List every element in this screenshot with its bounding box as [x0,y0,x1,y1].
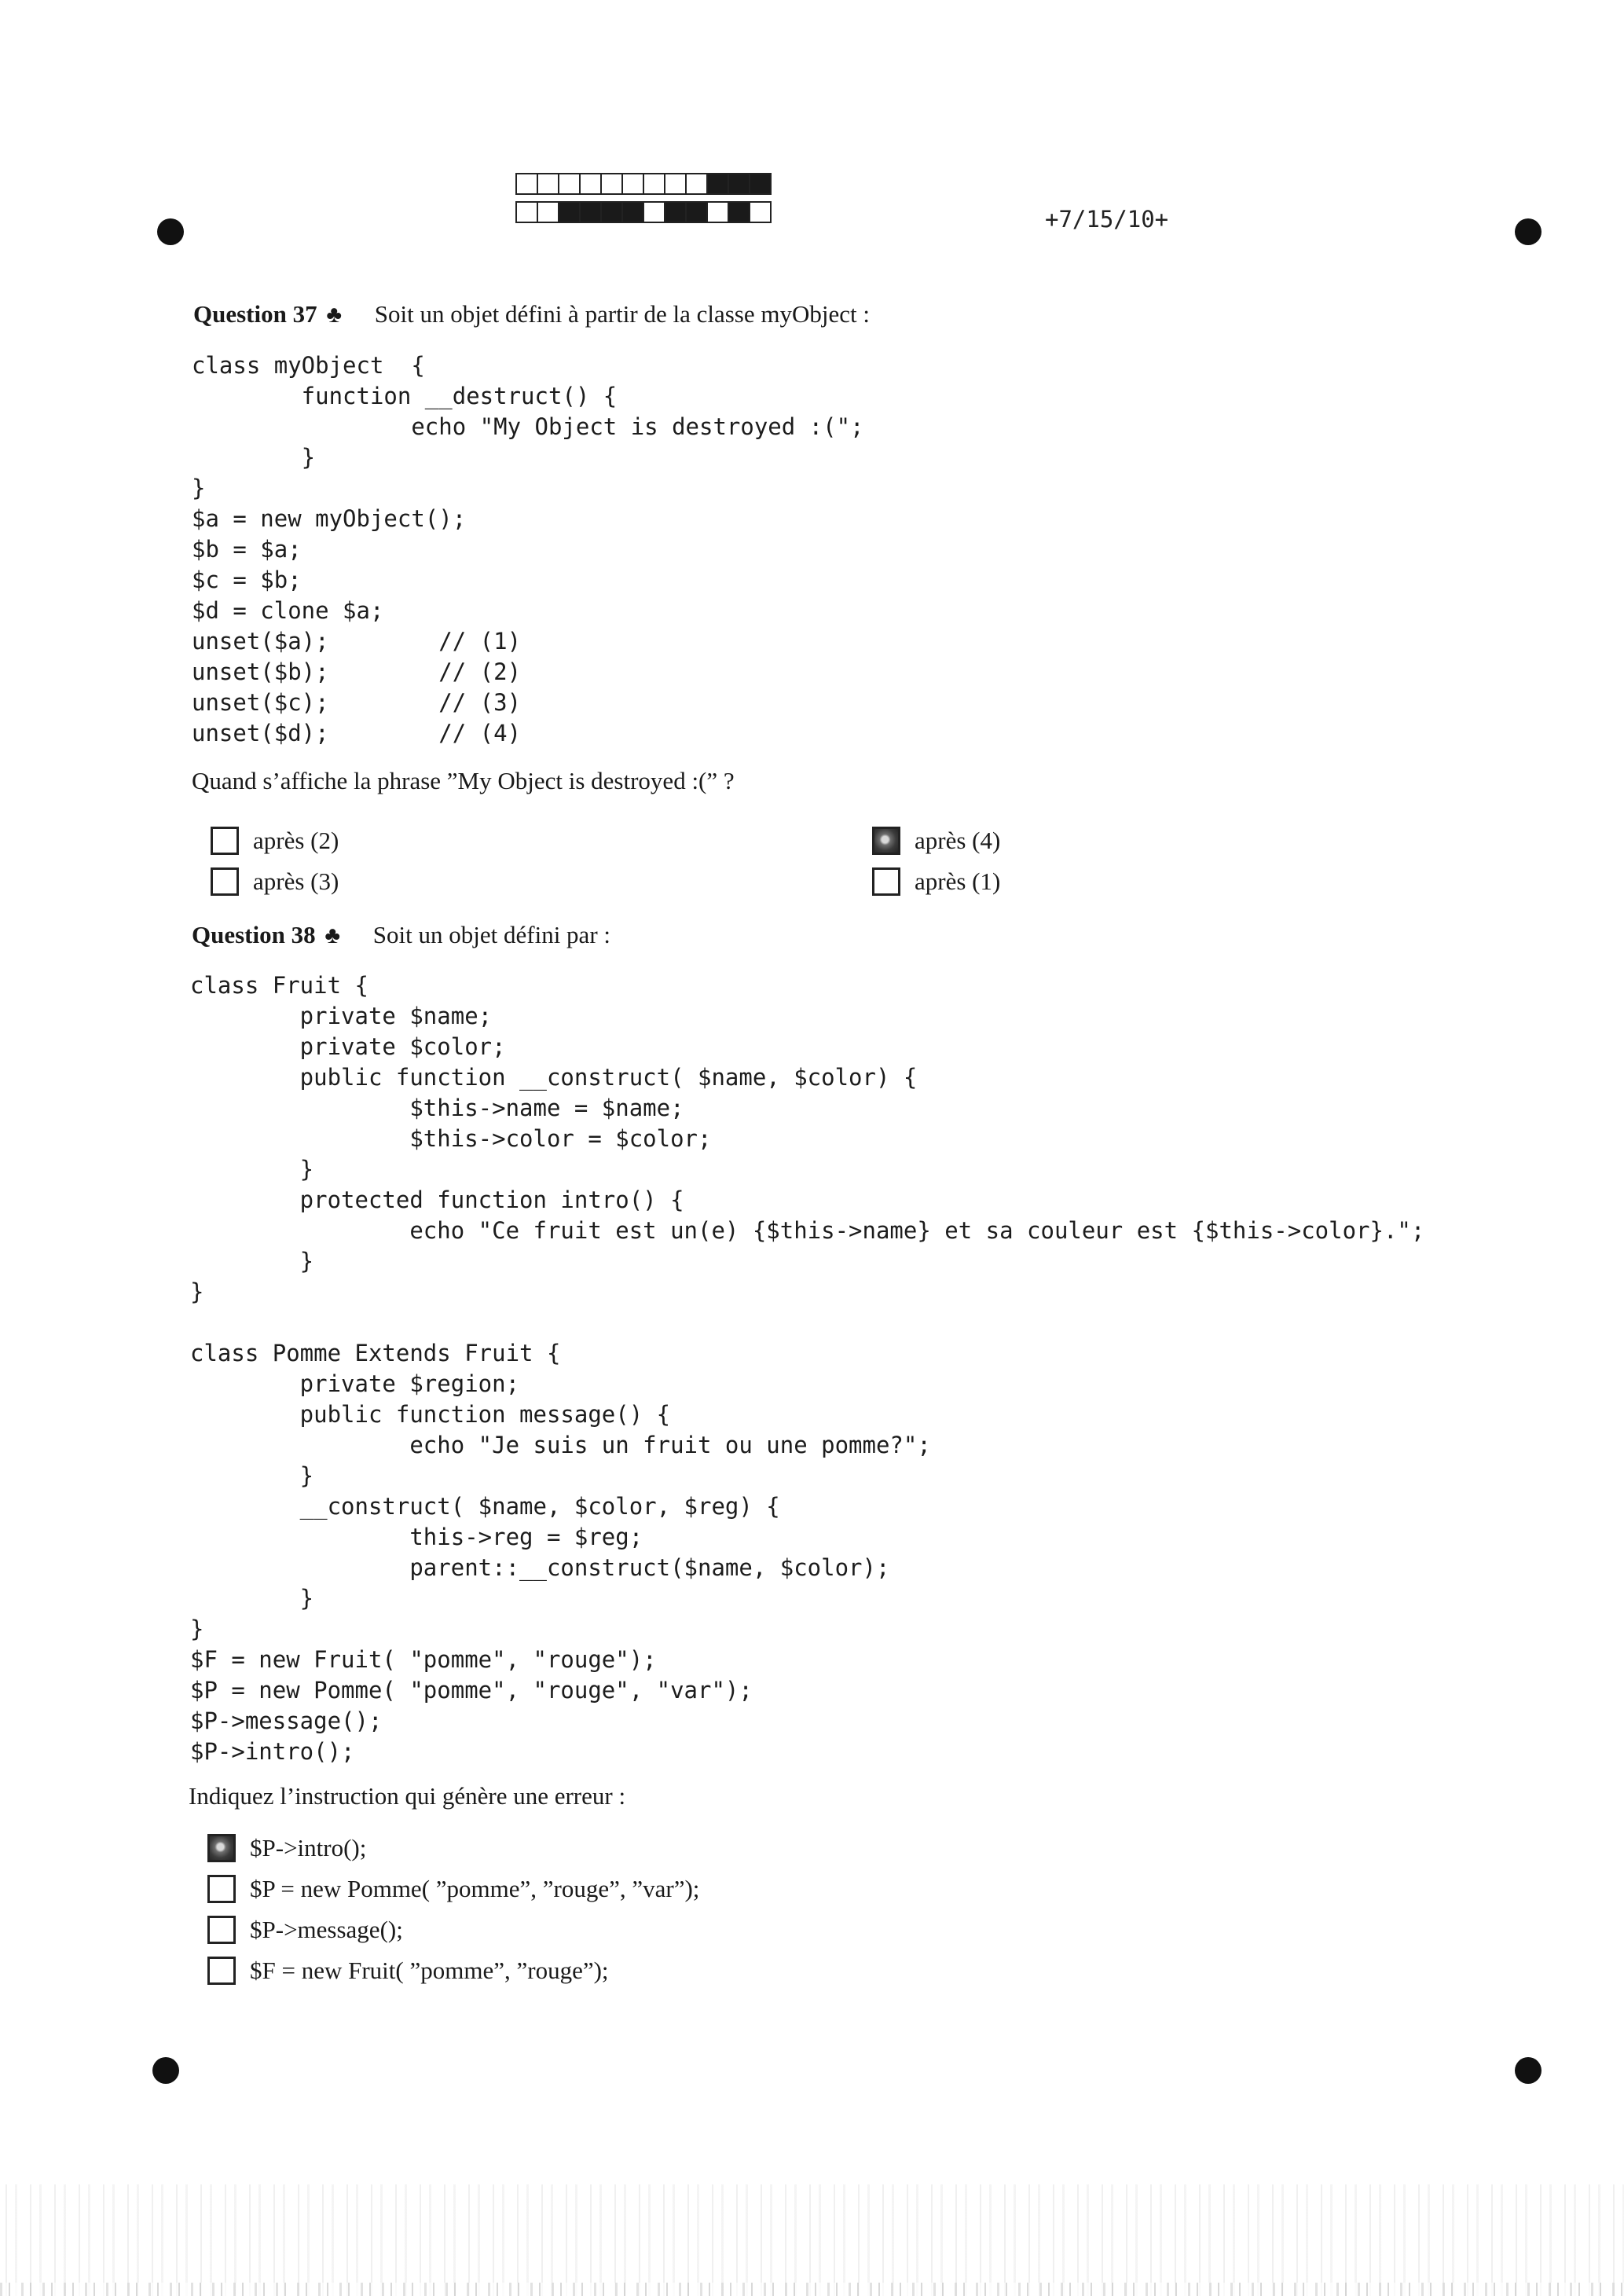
scan-noise-edge [0,2283,1624,2296]
barcode-top-row [515,173,770,196]
club-icon: ♣ [326,302,343,328]
q38-choice-1[interactable] [207,1832,366,1864]
choice-label: $P->message(); [250,1916,403,1943]
choice-label: $P->intro(); [250,1834,367,1861]
page-id: +7/15/10+ [1045,206,1169,233]
q38-choice-3[interactable] [207,1914,403,1946]
checkbox[interactable] [872,827,900,855]
barcode-cell [749,173,772,195]
question-38-title [192,919,610,952]
checkbox[interactable] [207,1916,236,1944]
barcode-bottom-row [515,201,770,225]
barcode-cell [621,173,644,195]
scan-noise-band [0,2184,1624,2296]
question-statement: Soit un objet défini à partir de la classe myObject : [374,300,870,328]
barcode-cell [515,201,538,223]
q37-choice-3[interactable] [872,825,1000,856]
barcode-cell [600,173,623,195]
question-number: Question 37 [193,300,317,328]
checkbox[interactable] [207,1957,236,1985]
choice-label: après (3) [253,867,339,895]
choice-label: $P = new Pomme( ”pomme”, ”rouge”, ”var”); [250,1875,700,1902]
barcode-cell [579,173,602,195]
question-37-title [193,299,870,331]
registration-dot-bottom-right [1515,2057,1542,2084]
barcode-cell [706,173,729,195]
barcode-cell [749,201,772,223]
barcode-cell [706,201,729,223]
question-37-code: class myObject { function __destruct() { echo "My Object is destroyed :("; } } $a = new myObject(); $b = $a; $c = $b; $d = clone $a; unset($a); // (1) unset($b); // (2) unset($c); // (3) unset($d); // (4) [192,352,864,746]
q37-choice-4[interactable] [872,866,1000,897]
barcode-cell [537,201,559,223]
barcode-cell [643,201,665,223]
question-38-prompt: Indiquez l’instruction qui génère une erreur : [189,1782,626,1810]
checkbox[interactable] [207,1875,236,1903]
registration-dot-top-right [1515,218,1542,245]
barcode-cell [558,201,581,223]
barcode-cell [515,173,538,195]
barcode-cell [664,201,687,223]
checkbox[interactable] [872,867,900,896]
barcode-cell [558,173,581,195]
choice-label: après (4) [915,827,1001,854]
question-number: Question 38 [192,921,316,948]
choice-label: après (2) [253,827,339,854]
choice-label: après (1) [915,867,1001,895]
q37-choice-1[interactable] [211,825,339,856]
q38-choice-4[interactable] [207,1955,609,1986]
barcode-cell [621,201,644,223]
question-37-prompt: Quand s’affiche la phrase ”My Object is destroyed :(” ? [192,767,735,794]
club-icon: ♣ [324,922,341,948]
question-statement: Soit un objet défini par : [372,921,611,948]
barcode-cell [728,173,750,195]
q37-choice-2[interactable] [211,866,339,897]
barcode-cell [728,201,750,223]
registration-dot-top-left [157,218,184,245]
q38-choice-2[interactable] [207,1873,699,1905]
barcode-cell [579,201,602,223]
barcode-cell [664,173,687,195]
barcode-cell [643,173,665,195]
barcode-cell [600,201,623,223]
checkbox[interactable] [211,827,239,855]
question-38-code: class Fruit { private $name; private $color; public function __construct( $name, $color) { $this->name = $name; $this->color = $color; } protected function intro() { echo "Ce fruit est un(e) {$this->name} et sa couleur est {$this->color}."; } } class Pomme Extends Fruit { private $region; public function message() { echo "Je suis un fruit ou une pomme?"; } __construct( $name, $color, $reg) { this->reg = $reg; parent::__construct($name, $color); } } $F = new Fruit( "pomme", "rouge"); $P = new Pomme( "pomme", "rouge", "var"); $P->message(); $P->intro(); [190,972,1425,1765]
checkbox[interactable] [207,1834,236,1862]
checkbox[interactable] [211,867,239,896]
registration-dot-bottom-left [152,2057,179,2084]
barcode-cell [685,201,708,223]
barcode-cell [537,173,559,195]
barcode-cell [685,173,708,195]
choice-label: $F = new Fruit( ”pomme”, ”rouge”); [250,1957,609,1984]
